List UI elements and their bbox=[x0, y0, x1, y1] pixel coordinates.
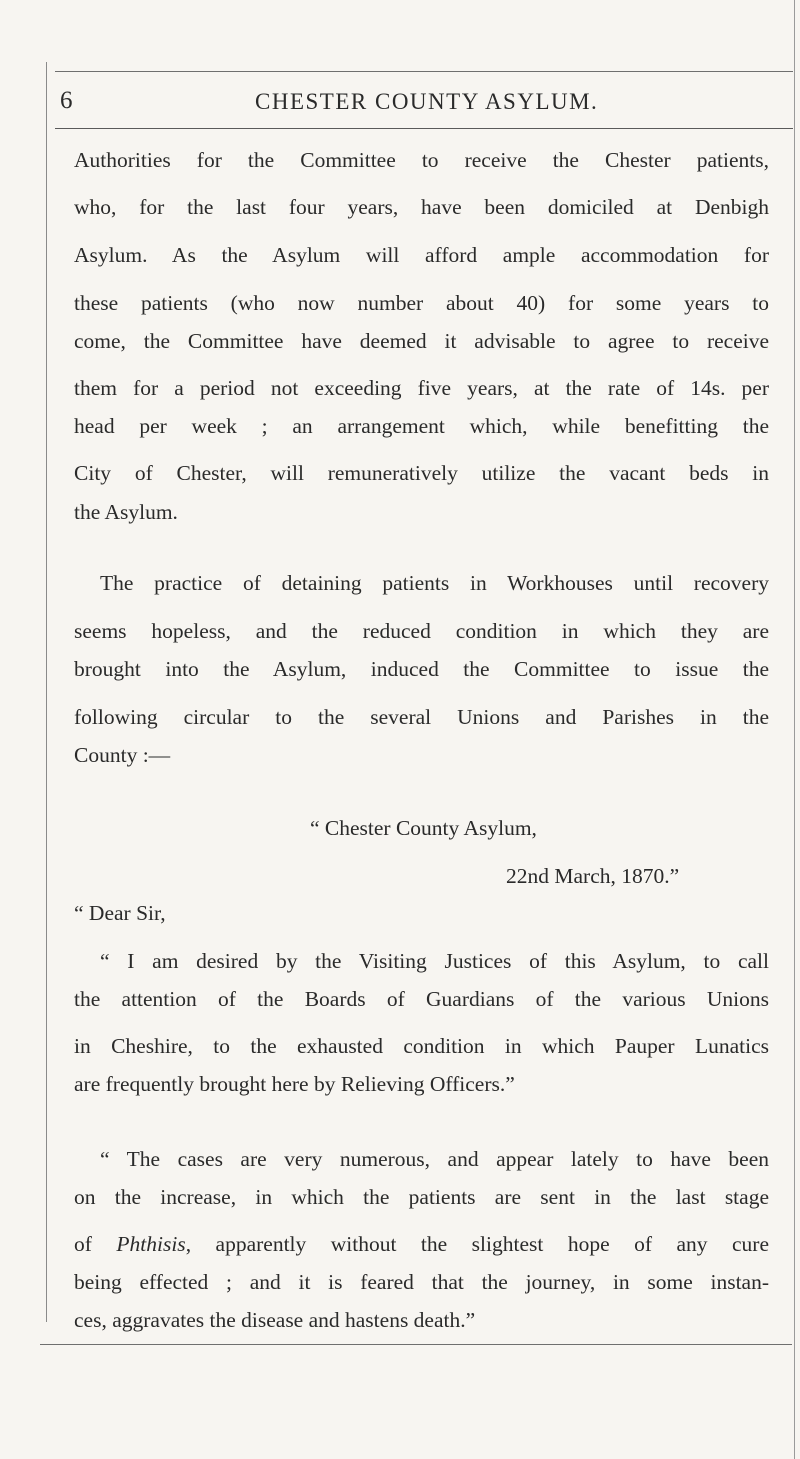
top-rule bbox=[55, 71, 793, 72]
salutation: “ Dear Sir, bbox=[74, 901, 166, 925]
text-line: Asylum. As the Asylum will afford ample accommodation for bbox=[74, 243, 769, 267]
text-line: these patients (who now number about 40) for some years to bbox=[74, 291, 769, 315]
text-line: head per week ; an arrangement which, while benefitting the bbox=[74, 414, 769, 438]
text-line: are frequently brought here by Relieving Officers.” bbox=[74, 1072, 515, 1096]
text-line: them for a period not exceeding five years, at the rate of 14s. per bbox=[74, 376, 769, 400]
dateline-place: “ Chester County Asylum, bbox=[310, 816, 537, 840]
text-segment: , apparently without the slightest hope of any cure bbox=[185, 1232, 769, 1256]
text-line: ces, aggravates the disease and hastens death.” bbox=[74, 1308, 476, 1332]
text-line: City of Chester, will remuneratively utilize the vacant beds in bbox=[74, 461, 769, 485]
text-line: come, the Committee have deemed it advisable to agree to receive bbox=[74, 329, 769, 353]
running-title: CHESTER COUNTY ASYLUM. bbox=[255, 89, 599, 114]
bottom-rule bbox=[40, 1344, 792, 1345]
text-line: in Cheshire, to the exhausted condition in which Pauper Lunatics bbox=[74, 1034, 769, 1058]
italic-term: Phthisis bbox=[116, 1232, 186, 1256]
text-line: “ The cases are very numerous, and appear lately to have been bbox=[100, 1147, 769, 1171]
text-line: Authorities for the Committee to receive the Chester patients, bbox=[74, 148, 769, 172]
text-line: the Asylum. bbox=[74, 500, 178, 524]
dateline-date: 22nd March, 1870.” bbox=[506, 864, 680, 888]
text-line: brought into the Asylum, induced the Committee to issue the bbox=[74, 657, 769, 681]
right-margin-rule bbox=[794, 0, 795, 1459]
page-number: 6 bbox=[60, 87, 73, 114]
text-segment: of bbox=[74, 1232, 117, 1256]
left-margin-rule bbox=[46, 62, 47, 1322]
text-line: who, for the last four years, have been domiciled at Denbigh bbox=[74, 195, 769, 219]
text-line: County :— bbox=[74, 743, 171, 767]
text-line: on the increase, in which the patients are sent in the last stage bbox=[74, 1185, 769, 1209]
text-line: being effected ; and it is feared that the journey, in some instan- bbox=[74, 1270, 769, 1294]
header-rule bbox=[55, 128, 793, 129]
text-line: The practice of detaining patients in Workhouses until recovery bbox=[100, 571, 769, 595]
text-line: the attention of the Boards of Guardians of the various Unions bbox=[74, 987, 769, 1011]
text-line bbox=[74, 1229, 769, 1259]
text-line: following circular to the several Unions and Parishes in the bbox=[74, 705, 769, 729]
text-line: seems hopeless, and the reduced condition in which they are bbox=[74, 619, 769, 643]
text-line: “ I am desired by the Visiting Justices of this Asylum, to call bbox=[100, 949, 769, 973]
